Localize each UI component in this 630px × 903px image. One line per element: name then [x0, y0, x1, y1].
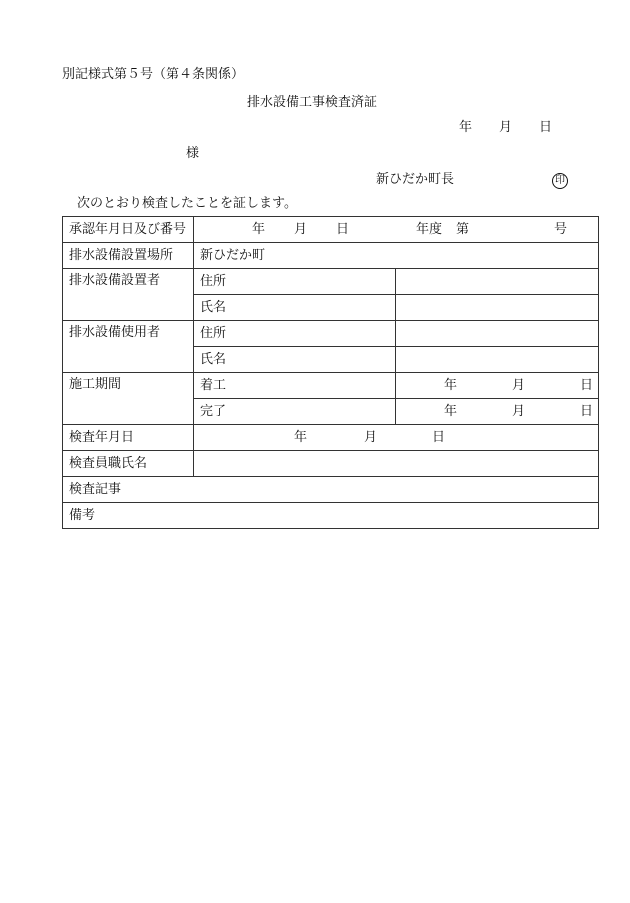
inspection-form-table: [62, 216, 599, 529]
table-row: [63, 269, 599, 295]
approval-number-prefix: 第: [456, 222, 470, 237]
table-row: [63, 373, 599, 399]
table-row: [63, 243, 599, 269]
approval-day-label: 日: [336, 222, 350, 237]
inspection-year-label: 年: [294, 430, 308, 445]
inspection-date-label: 検査年月日: [63, 425, 194, 451]
period-start-label: 着工: [194, 373, 396, 399]
certification-statement: 次のとおり検査したことを証します。: [77, 196, 297, 211]
issue-date: [459, 120, 552, 136]
issue-year-label: 年: [459, 120, 473, 135]
start-day-label: 日: [579, 378, 593, 393]
start-month-label: 月: [511, 378, 525, 393]
installer-address-field[interactable]: [395, 269, 598, 295]
approval-number-suffix: 号: [554, 222, 568, 237]
end-year-label: 年: [443, 404, 457, 419]
table-row: [63, 425, 599, 451]
user-name-field[interactable]: [395, 347, 598, 373]
installer-label: 排水設備設置者: [63, 269, 194, 321]
start-year-label: 年: [443, 378, 457, 393]
inspection-month-label: 月: [364, 430, 378, 445]
table-row: [63, 217, 599, 243]
table-row: [63, 477, 599, 503]
user-name-label: 氏名: [194, 347, 396, 373]
period-end-date[interactable]: [395, 399, 598, 425]
addressee-suffix: 様: [186, 146, 200, 161]
inspection-day-label: 日: [432, 430, 446, 445]
user-address-field[interactable]: [395, 321, 598, 347]
user-address-label: 住所: [194, 321, 396, 347]
issue-month-label: 月: [499, 120, 513, 135]
approval-value[interactable]: [194, 217, 599, 243]
document-title: 排水設備工事検査済証: [247, 95, 378, 110]
inspection-date-value[interactable]: [194, 425, 599, 451]
seal-icon: 印: [552, 173, 568, 189]
approval-fiscal-year-label: 年度: [416, 222, 443, 237]
issuer-name: 新ひだか町長: [376, 172, 455, 187]
form-reference: 別記様式第５号（第４条関係）: [62, 67, 245, 82]
period-start-date[interactable]: [395, 373, 598, 399]
location-label: 排水設備設置場所: [63, 243, 194, 269]
issue-day-label: 日: [539, 120, 553, 135]
period-end-label: 完了: [194, 399, 396, 425]
location-value[interactable]: 新ひだか町: [194, 243, 599, 269]
approval-year-label: 年: [252, 222, 266, 237]
user-label: 排水設備使用者: [63, 321, 194, 373]
installer-name-label: 氏名: [194, 295, 396, 321]
table-row: [63, 451, 599, 477]
end-day-label: 日: [579, 404, 593, 419]
approval-month-label: 月: [294, 222, 308, 237]
table-row: [63, 503, 599, 529]
seal-mark: [552, 172, 568, 189]
inspector-label: 検査員職氏名: [63, 451, 194, 477]
approval-label: 承認年月日及び番号: [63, 217, 194, 243]
table-row: [63, 321, 599, 347]
remarks-field[interactable]: 備考: [63, 503, 599, 529]
installer-name-field[interactable]: [395, 295, 598, 321]
inspector-field[interactable]: [194, 451, 599, 477]
installer-address-label: 住所: [194, 269, 396, 295]
end-month-label: 月: [511, 404, 525, 419]
inspection-notes-field[interactable]: 検査記事: [63, 477, 599, 503]
period-label: 施工期間: [63, 373, 194, 425]
